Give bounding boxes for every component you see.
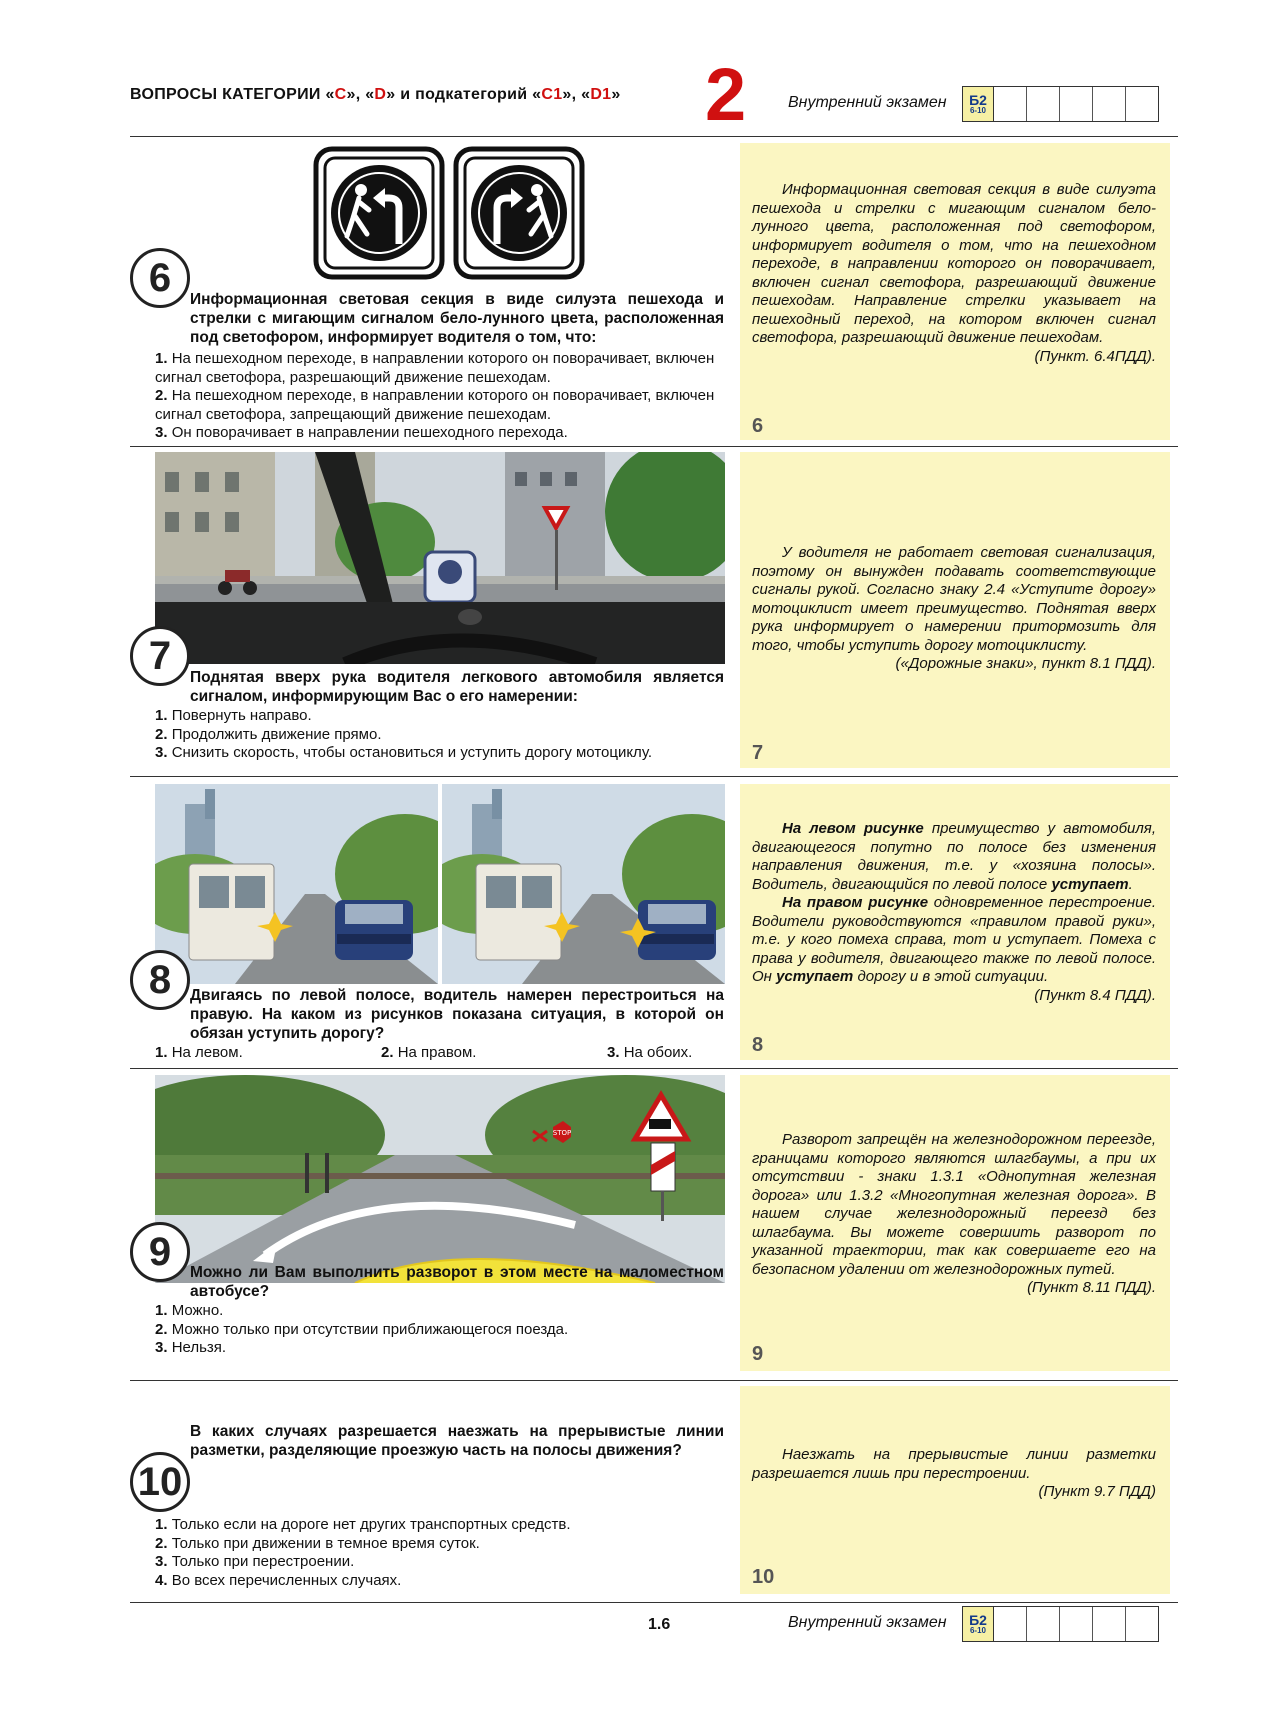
option[interactable] xyxy=(155,1516,724,1535)
answer-number: 7 xyxy=(752,742,764,764)
option-number: 2. xyxy=(155,387,168,404)
question-text: Информационная световая секция в виде силуэта пешехода и стрелки с мигающим сигналом бело-лунного цвета, расположенная под светофором, информирует водителя о том, что: xyxy=(190,291,724,346)
question-text: В каких случаях разрешается наезжать на прерывистые линии разметки, разделяющие проезжую часть на полосы движения? xyxy=(190,1423,724,1459)
option-text: Только если на дороге нет других транспортных средств. xyxy=(171,1516,571,1533)
option-text: На левом. xyxy=(171,1044,243,1061)
divider xyxy=(130,136,1178,137)
option-text: Снизить скорость, чтобы остановиться и уступить дорогу мотоциклу. xyxy=(171,744,652,761)
option[interactable] xyxy=(155,424,724,443)
answer-bold: На правом рисунке xyxy=(782,894,929,911)
title-sep: », « xyxy=(346,86,375,103)
option[interactable] xyxy=(155,1321,724,1340)
exam-label: Внутренний экзамен xyxy=(788,94,947,111)
ticket-code xyxy=(963,1607,994,1641)
title-suffix: » xyxy=(611,86,621,103)
answer-cell xyxy=(1027,1607,1060,1641)
answer-number: 6 xyxy=(752,415,764,437)
answer-cell xyxy=(1027,87,1060,121)
answer-cell xyxy=(1060,87,1093,121)
signal-right-icon xyxy=(456,149,582,277)
category-d1: D1 xyxy=(590,86,612,103)
title-sep: » и подкатегорий « xyxy=(386,86,542,103)
answer-reference: (Пункт 8.4 ПДД). xyxy=(1034,986,1156,1004)
option[interactable] xyxy=(155,744,724,763)
answer-text xyxy=(752,820,1156,894)
answer-text xyxy=(752,894,1156,987)
answer-number: 8 xyxy=(752,1034,764,1056)
option[interactable] xyxy=(155,350,724,387)
option-number: 3. xyxy=(607,1044,620,1061)
answer-cell xyxy=(1126,87,1158,121)
ticket-code xyxy=(963,87,994,121)
question-number: 9 xyxy=(130,1222,190,1282)
railway-crossing-photo xyxy=(155,1075,725,1283)
header-title xyxy=(130,86,621,104)
option[interactable] xyxy=(155,387,724,424)
road-scene-photo xyxy=(155,452,725,664)
stop-sign-text: STOP xyxy=(552,1129,572,1137)
option-text: Во всех перечисленных случаях. xyxy=(171,1571,402,1589)
answer-text: Разворот запрещён на железнодорожном переезде, границами которого являются шлагбаумы, а при их отсутствии - знаки 1.3.1 «Однопутная железная дорога» или 1.3.2 «Многопутная железная дорога». В нашем случае железнодорожный переезд без шлагбаума. Вы можете совершить разворот по указанной траектории, так как совершаете его на безопасном удалении от железнодорожных путей. xyxy=(752,1131,1156,1278)
question-block xyxy=(190,290,724,347)
answer-cell xyxy=(994,1607,1027,1641)
ticket-number: 2 xyxy=(705,53,747,136)
divider xyxy=(130,446,1178,447)
answer-text: У водителя не работает световая сигнализация, поэтому он вынужден подавать соответствующие сигналы рукой. Согласно знаку 2.4 «Уступите дорогу» мотоциклист имеет преимущество. Поднятая вверх рука информирует о намерении притормозить для того, чтобы уступить дорогу мотоциклисту. xyxy=(752,544,1156,654)
answer-bold: уступает xyxy=(776,968,854,985)
divider xyxy=(130,1068,1178,1069)
option-text: Только при перестроении. xyxy=(171,1553,355,1570)
answer-span: одновременное перестроение. Водители руководствуются «правилом правой руки», т.е. у кого помеха справа, тот и уступает. Помеха с права у водителя, двигающего также по левой полосе. Он xyxy=(752,894,1156,985)
option[interactable] xyxy=(155,1572,724,1591)
question-block xyxy=(190,668,724,706)
ticket-code-box xyxy=(962,86,1159,122)
code-range: 6-10 xyxy=(969,105,986,115)
footer-code-box xyxy=(962,1606,1159,1642)
option[interactable] xyxy=(155,1044,243,1063)
option[interactable] xyxy=(155,1553,724,1572)
category-c: С xyxy=(334,86,347,103)
divider xyxy=(130,776,1178,777)
option[interactable] xyxy=(607,1044,692,1063)
option-number: 1. xyxy=(155,1044,168,1061)
code-main: Б2 xyxy=(969,1611,987,1628)
option-text: Можно. xyxy=(171,1302,224,1319)
option-text: На обоих. xyxy=(623,1044,693,1061)
options-list xyxy=(155,350,724,443)
answer-span: дорогу и в этой ситуации. xyxy=(853,968,1049,985)
options-list xyxy=(155,707,724,763)
option-text: Он поворачивает в направлении пешеходного перехода. xyxy=(171,424,568,441)
title-prefix: ВОПРОСЫ КАТЕГОРИИ « xyxy=(130,86,335,103)
option-text: Нельзя. xyxy=(171,1339,227,1356)
option-text: На пешеходном переходе, в направлении которого он поворачивает, включен сигнал светофора, запрещающий движение пешеходам. xyxy=(155,387,715,423)
option-text: На правом. xyxy=(397,1044,477,1061)
answer-reference: (Пункт 8.11 ПДД). xyxy=(1027,1279,1156,1296)
divider xyxy=(130,1380,1178,1381)
question-number: 7 xyxy=(130,626,190,686)
question-number: 8 xyxy=(130,950,190,1010)
question-block xyxy=(190,1263,724,1301)
option[interactable] xyxy=(155,1339,724,1358)
option-number: 1. xyxy=(155,707,168,724)
answer-cell xyxy=(1060,1607,1093,1641)
answer-span: преимущество у автомобиля, двигающегося попутно по полосе без изменения направления движения, т.е. у «хозяина полосы». Водитель, двигающийся по левой полосе xyxy=(752,820,1156,893)
question-number: 10 xyxy=(130,1452,190,1512)
question-text: Можно ли Вам выполнить разворот в этом месте на маломестном автобусе? xyxy=(190,1264,724,1300)
divider xyxy=(130,1602,1178,1603)
answer-number: 10 xyxy=(752,1566,775,1588)
question-block xyxy=(190,1422,724,1460)
answer-panel xyxy=(740,1386,1170,1594)
page-number: 1.6 xyxy=(648,1616,671,1633)
options-list xyxy=(155,1516,724,1590)
title-sep: », « xyxy=(562,86,591,103)
answer-text: Наезжать на прерывистые линии разметки разрешается лишь при перестроении. xyxy=(752,1446,1156,1482)
answer-bold: На левом рисунке xyxy=(782,820,924,837)
answer-panel xyxy=(740,1075,1170,1371)
option[interactable] xyxy=(155,726,724,745)
option-text: На пешеходном переходе, в направлении которого он поворачивает, включен сигнал светофора, разрешающий движение пешеходам. xyxy=(155,350,715,386)
footer-exam-label: Внутренний экзамен xyxy=(788,1614,947,1631)
option[interactable] xyxy=(155,707,724,726)
option-number: 2. xyxy=(381,1044,394,1061)
answer-panel xyxy=(740,784,1170,1060)
left-road-photo xyxy=(155,784,438,984)
answer-bold: уступает xyxy=(1051,875,1129,893)
option-number: 2. xyxy=(155,1534,168,1552)
code-range: 6-10 xyxy=(969,1625,986,1635)
category-d: D xyxy=(374,86,387,103)
option-number: 2. xyxy=(155,1320,168,1338)
answer-number: 9 xyxy=(752,1343,764,1365)
answer-reference: («Дорожные знаки», пункт 8.1 ПДД). xyxy=(895,655,1156,672)
question-number: 6 xyxy=(130,248,190,308)
option-text: Можно только при отсутствии приближающегося поезда. xyxy=(171,1320,569,1338)
category-c1: С1 xyxy=(541,86,563,103)
answer-reference: (Пункт 9.7 ПДД) xyxy=(1038,1483,1156,1500)
question-text: Двигаясь по левой полосе, водитель намерен перестроиться на правую. На каком из рисунков показана ситуация, в которой он обязан уступить дорогу? xyxy=(190,987,724,1042)
option-number: 1. xyxy=(155,350,168,367)
option-number: 1. xyxy=(155,1302,168,1319)
option-number: 3. xyxy=(155,744,168,761)
option-number: 1. xyxy=(155,1516,168,1533)
options-list xyxy=(155,1044,724,1064)
option-number: 3. xyxy=(155,424,168,441)
option-text: Продолжить движение прямо. xyxy=(171,725,382,743)
option-number: 3. xyxy=(155,1339,168,1356)
option-text: Повернуть направо. xyxy=(171,707,312,724)
option-number: 3. xyxy=(155,1553,168,1570)
question-block xyxy=(190,986,724,1043)
pedestrian-signal-illustration xyxy=(313,146,585,285)
answer-cell xyxy=(994,87,1027,121)
question-text: Поднятая вверх рука водителя легкового автомобиля является сигналом, информирующим Вас о его намерении: xyxy=(190,669,724,705)
signal-left-icon xyxy=(316,149,442,277)
code-main: Б2 xyxy=(969,91,987,108)
answer-text: Информационная световая секция в виде силуэта пешехода и стрелки с мигающим сигналом бело-лунного цвета, расположенная под светофором, информирует водителя о том, что на пешеходном переходе, в направлении которого он поворачивает, включен сигнал светофора, разрешающий движение пешеходам. Направление стрелки указывает на пешеходный переход, на котором включен сигнал светофора, разрешающий движение пешеходам. xyxy=(752,181,1156,346)
right-road-photo xyxy=(442,784,725,984)
option-text: Только при движении в темное время суток. xyxy=(171,1534,480,1552)
option-number: 2. xyxy=(155,725,168,743)
answer-cell xyxy=(1093,1607,1126,1641)
option[interactable] xyxy=(155,1535,724,1554)
option[interactable] xyxy=(155,1302,724,1321)
option-number: 4. xyxy=(155,1571,168,1589)
option[interactable] xyxy=(381,1044,476,1063)
answer-panel xyxy=(740,143,1170,440)
answer-cell xyxy=(1126,1607,1158,1641)
answer-reference: (Пункт. 6.4ПДД). xyxy=(1034,347,1156,365)
answer-cell xyxy=(1093,87,1126,121)
answer-span: . xyxy=(1128,875,1133,893)
answer-panel xyxy=(740,452,1170,768)
options-list xyxy=(155,1302,724,1358)
